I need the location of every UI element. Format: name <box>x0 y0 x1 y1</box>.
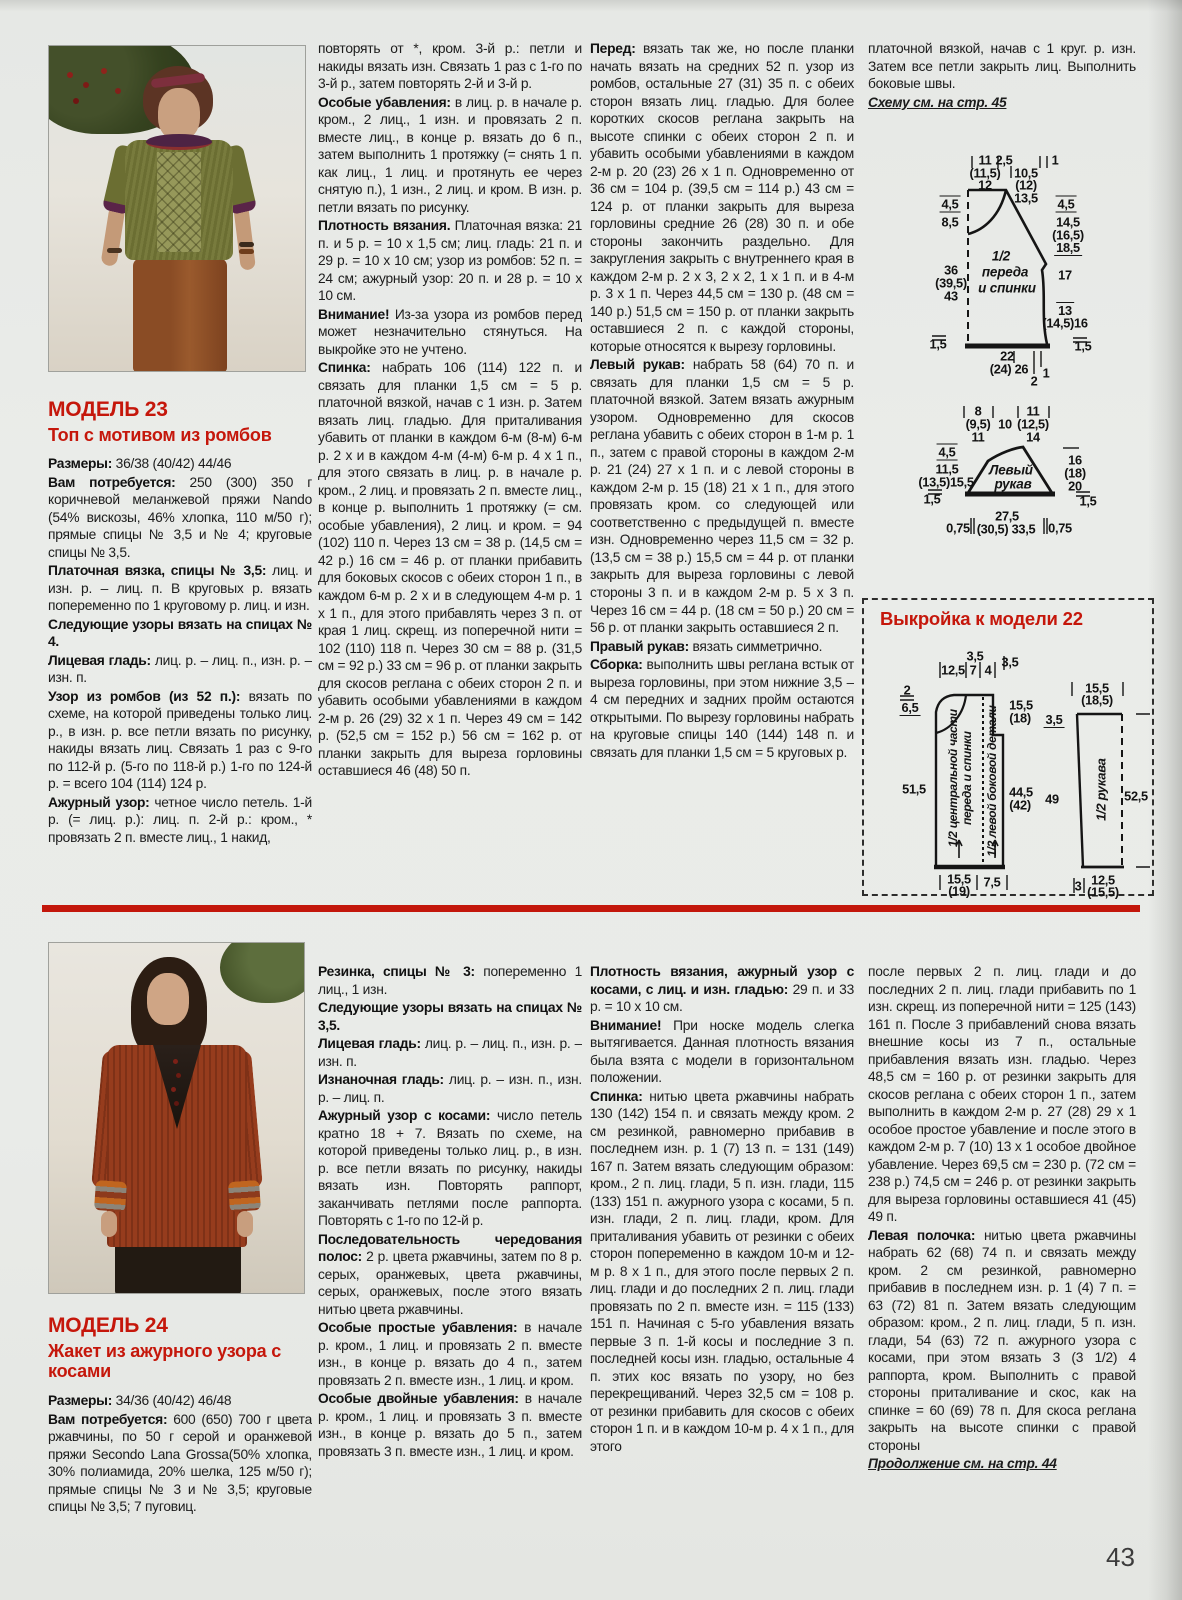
model-face <box>147 973 189 1025</box>
model23-title: МОДЕЛЬ 23 <box>48 398 168 421</box>
measure: 18,5 <box>1056 240 1080 255</box>
measure: 4,5 <box>1057 196 1075 212</box>
model23-column-2 <box>318 40 582 898</box>
measure: 4 <box>984 662 992 678</box>
measure: 49 <box>1045 791 1059 807</box>
measure: 11 <box>971 429 985 445</box>
measure: 1,5 <box>1074 338 1092 354</box>
paragraph: Особые простые убавления: в начале р. кром., 1 лиц. и провязать 2 п. вместе изн., в конце р. вязать до 4 п., затем провязать 2 п. вместе изн., 1 лиц. и кром. <box>318 1320 582 1388</box>
rust-trousers <box>133 258 227 372</box>
measure: 11 <box>978 152 992 168</box>
measure: 14 <box>1026 429 1040 445</box>
measure: (30,5) 33,5 <box>976 521 1036 537</box>
measure: 13,5 <box>1014 190 1038 206</box>
measure: 43 <box>944 288 958 304</box>
paragraph: Спинка: набрать 106 (114) 122 п. и связать для планки 1,5 см = 5 р. платочной вязкой, начав с 1 изн. р. Затем вязать лиц. гладью. Для приталивания убавить от планки в каждом 6-м (8-м) 6-м р. 2 х и в каждом 4-м (4-м) 6-м р. 4 х 1 п., для этого связать в лиц. р. в начале р. кром., 2 лиц. и провязать 2 п. вместе лиц., в конце р. выполнить 1 протяжку (= см. особые убавления), 2 лиц. и кром. = 94 (102) 110 п. Через 13 см = 38 р. (14,5 см = 42 р.) 16 см = 46 р. от планки прибавить для боковых скосов с обеих сторон 1 п., в каждом 6-м р. 2 х и в следующем 4-м р. 1 х 1 п., для этого прибавлять через 3 п. от края 1 лиц. скрещ. из поперечной нити = 102 (110) 118 п. Через 30 см = 88 р. (31,5 см = 92 р.) 33 см = 96 р. от планки закрыть для скосов реглана с обеих сторон 2 п. и убавить особыми убавлениями в каждом 2-м р. 26 (29) 32 х 1 п. Через 49 см = 142 р. (52,5 см = 152 р.) 56 см = 162 р. от планки закрыть для выреза горловины оставшиеся 46 (48) 50 п. <box>318 360 582 779</box>
piece-label-side: 1/2 левой боковой детали <box>984 705 999 857</box>
paragraph: Вам потребуется: 250 (300) 350 г коричневой меланжевой пряжи Nando (54% вискозы, 46% хлопка, 110 м/50 г); прямые спицы № 3,5 и № 4; круговые спицы № 3,5. <box>48 474 312 560</box>
striped-cuff-right <box>228 1180 261 1212</box>
measure: 8 <box>974 403 982 419</box>
measure: 11 <box>1026 403 1040 419</box>
paragraph: Изнаночная гладь: лиц. р. – изн. п., изн. р. – лиц. п. <box>318 1072 582 1105</box>
paragraph: Лицевая гладь: лиц. р. – лиц. п., изн. р. – изн. п. <box>318 1036 582 1069</box>
measure: 15,5 <box>1085 680 1109 696</box>
bracelets <box>239 242 254 247</box>
striped-cuff-left <box>94 1180 127 1212</box>
paragraph: Размеры: 36/38 (40/42) 44/46 <box>48 456 232 471</box>
measure: 36 <box>944 262 958 278</box>
piece-label: Левый <box>989 462 1033 478</box>
measure: 0,75 <box>1048 520 1072 536</box>
red-flowers <box>67 72 73 78</box>
measure: 14,5 <box>1056 214 1080 230</box>
measure: 3,5 <box>966 648 984 664</box>
paragraph: Узор из ромбов (из 52 п.): вязать по схеме, на которой приведены только лиц. р., в изн. р. все петли вязать по рисунку, накиды вязать лиц. Связать 1 раз с 9-го по 112-й р. (5-го по 118-й р.) 1-го по 124-й р. = всего 104 (114) 124 р. <box>48 688 312 792</box>
measure: (14,5)16 <box>1042 315 1088 331</box>
paragraph: Размеры: 34/36 (40/42) 46/48 <box>48 1393 232 1408</box>
model-hand-right <box>237 1211 253 1237</box>
page-number: 43 <box>1106 1542 1135 1572</box>
measure: 13 <box>1058 303 1072 318</box>
model23-column-3 <box>590 40 854 898</box>
measure: 51,5 <box>902 781 926 797</box>
measure: 4,5 <box>938 444 956 460</box>
paragraph: Резинка, спицы № 3: попеременно 1 лиц., 1 изн. <box>318 964 582 997</box>
measure: 27,5 <box>995 508 1019 524</box>
model24-column-3 <box>590 963 854 1565</box>
measure: 12,5 <box>941 662 965 678</box>
model23-heading <box>48 398 312 445</box>
paragraph: Следующие узоры вязать на спицах № 3,5. <box>318 1000 582 1033</box>
red-divider <box>42 905 1140 912</box>
measure: 12,5 <box>1091 872 1115 888</box>
measure: 1 <box>1051 152 1059 168</box>
paragraph: Вам потребуется: 600 (650) 700 г цвета ржавчины, по 50 г серой и оранжевой пряжи Secondo Lana Grossa(50% хлопка, 30% полиамида, 20% шелка, 125 м/50 г); прямые спицы № 3 и № 3,5; круговые спицы № 3,5; 7 пуговиц. <box>48 1411 312 1515</box>
measure: (24) 26 <box>989 361 1029 377</box>
measure: 10 <box>998 416 1012 432</box>
measure: 17 <box>1058 267 1072 283</box>
paragraph: Перед: вязать так же, но после планки начать вязать на средних 52 п. узор из ромбов, остальные 27 (31) 35 п. с обеих сторон вязать лиц. гладью. Для более коротких скосов реглана закрыть на высоте спинки с обеих сторон 2 п. и убавить особыми убавлениями в каждом 2-м р. 20 (23) 26 х 1 п. Одновременно от 36 см = 104 р. (39,5 см = 114 р.) 43 см = 124 р. от планки закрыть для выреза горловины средние 26 (28) 30 п. и обе стороны закончить раздельно. Для закругления закрыть с внутреннего края в каждом 2-м р. 2 х 3, 2 х 2, 1 х 1 п. и в 4-м р. 3 х 1 п. Через 44,5 см = 130 р. (48 см = 140 р.) 51,5 см = 150 р. от планки закрыть оставшиеся 2 п. с каждой стороны, которые относятся к вырезу горловины. <box>590 41 854 354</box>
paragraph: повторять от *, кром. 3-й р.: петли и накиды вязать изн. Связать 1 раз с 1-го по 3-й р., затем повторять 2-й и 3-й р. <box>318 41 582 92</box>
piece-label: и спинки <box>978 280 1036 296</box>
measure: 15,5 <box>1009 697 1033 713</box>
page-top-shadow <box>0 0 1182 12</box>
piece-label-central <box>946 688 974 868</box>
dark-skirt <box>115 1243 241 1294</box>
piece-label: 1/2 <box>991 248 1011 264</box>
diamond-motif-panel <box>157 152 201 252</box>
necklace <box>173 1059 178 1064</box>
paragraph: Следующие узоры вязать на спицах № 4. <box>48 616 312 650</box>
paragraph: Правый рукав: вязать симметрично. <box>590 638 823 654</box>
piece-label-line: 1/2 центральной части <box>945 709 960 848</box>
measure: 52,5 <box>1124 788 1148 804</box>
paragraph: Особые двойные убавления: в начале р. кром., 1 лиц. и провязать 3 п. вместе изн., в конце р. вязать до 5 п., затем провязать 3 п. вместе изн., 1 лиц. и кром. <box>318 1391 582 1459</box>
piece-label: рукав <box>994 476 1032 492</box>
piece-label-sleeve: 1/2 рукава <box>1093 758 1109 821</box>
measure: (12) <box>1015 177 1037 193</box>
paragraph: Внимание! При носке модель слегка вытягивается. Данная плотность вязания была взята с модели в горизонтальном положении. <box>590 1017 854 1086</box>
measure: 3,5 <box>1001 654 1019 670</box>
pattern-box-title: Выкройка к модели 22 <box>880 608 1083 629</box>
schematic-front-back <box>868 152 1140 394</box>
paragraph: Плотность вязания. Платочная вязка: 21 п. и 5 р. = 10 х 1,5 см; лиц. гладь: 21 п. и 29 р. = 10 х 10 см; узор из ромбов: 52 п. = 24 см; ажурный узор: 20 п. и 28 р. = 10 х 10 см. <box>318 218 582 304</box>
measure: 8,5 <box>941 214 959 230</box>
measure: 16 <box>1068 452 1082 468</box>
measure: 7 <box>969 662 977 678</box>
model23-column-4 <box>868 40 1136 152</box>
measure: (18) <box>1064 465 1086 481</box>
measure: 22 <box>1000 348 1014 364</box>
page-edge-shadow <box>1148 0 1182 1600</box>
paragraph: Лицевая гладь: лиц. р. – лиц. п., изн. р. – изн. п. <box>48 652 312 686</box>
model24-column-4 <box>868 963 1136 1565</box>
measure: 6,5 <box>901 700 919 715</box>
paragraph: Ажурный узор с косами: число петель кратно 18 + 7. Вязать по схеме, на которой приведены только лиц. р., в изн. р. все петли вязать по рисунку, накиды вязать изн. Повторять раппорт, заканчивать петлями после раппорта. Повторять с 1-го по 12-й р. <box>318 1108 582 1229</box>
measure: 15,5 <box>947 871 971 887</box>
measure: 3 <box>1074 878 1082 894</box>
model24-heading <box>48 1314 298 1381</box>
paragraph: Левый рукав: набрать 58 (64) 70 п. и связать для планки 1,5 см = 5 р. платочной вязкой. Затем вязать ажурным узором. Одновременно для скосов реглана убавить с обеих сторон в 1-м р. 1 п., затем с правой стороны в каждом 2-м р. 21 (24) 27 х 1 п. и с левой стороны в каждом 2-м р. 15 (18) 21 х 1 п., для этого провязать кром. со следующей или соответственно с предыдущей п. вместе изн. Одновременно через 11,5 см = 32 р. (13,5 см = 38 р.) 15,5 см = 44 р. от планки закрыть для выреза горловины с левой стороны 3 п. и в каждом 2-м р. 5 х 3 п. Через 16 см = 44 р. (18 см = 50 р.) 20 см = 56 р. от планки закрыть оставшиеся 2 п. <box>590 357 854 636</box>
paragraph: Левая полочка: нитью цвета ржавчины набрать 62 (68) 74 п. и связать между кром. 2 см резинкой, равномерно прибавив в последнем изн. р. 1 (4) 7 п. = 63 (72) 81 п. Затем вязать следующим образом: кром., 2 п. лиц. глади, 5 п. изн. глади, 54 (63) 72 п. ажурного узора с косами, при этом вязать 3 (3 1/2) 4 раппорта, кром. Выполнить с правой стороны приталивание и скос, как на спинке = 60 (69) 78 п. Для скоса реглана закрыть на высоте спинки с правой стороны <box>868 1227 1136 1453</box>
pattern-box-model22 <box>862 598 1154 900</box>
model23-photo <box>48 45 306 372</box>
measure: (11,5) <box>969 165 1001 181</box>
measure: (39,5) <box>935 275 967 291</box>
measure: 4,5 <box>941 196 959 212</box>
paragraph: Особые убавления: в лиц. р. в начале р. кром., 2 лиц., 1 изн. и провязать 2 п. вместе лиц., в конце р. вязать до 6 п., затем выполнить 1 протяжку (= снять 1 п. как лиц., 1 лиц. и протянуть ее через снятую п.), 1 изн., 2 лиц. и кром. В изн. р. петли вязать по рисунку. <box>318 94 582 215</box>
model24-column-2 <box>318 963 582 1565</box>
model23-subtitle: Топ с мотивом из ромбов <box>48 425 272 446</box>
measure: (16,5) <box>1052 227 1084 243</box>
paragraph: Плотность вязания, ажурный узор с косами, с лиц. и изн. гладью: 29 п. и 33 р. = 10 х 10 см. <box>590 964 854 1015</box>
measure: 11,5 <box>935 461 959 477</box>
measure: 12 <box>978 177 992 193</box>
paragraph: Спинка: нитью цвета ржавчины набрать 130 (142) 154 п. и связать между кром. 2 см резинкой, равномерно прибавив в последнем изн. р. 1 (7) 13 п. = 131 (149) 167 п. Затем вязать следующим образом: кром., 2 п. лиц. глади, 5 п. изн. глади, 115 (133) 151 п. ажурного узора с косами, 5 п. изн. глади, 2 п. лиц. глади, кром. Для приталивания убавить от резинки с обеих сторон попеременно в каждом 10-м и 12-м р. 8 х 1 п., для этого после первых 2 п. лиц. глади и до последних 2 п. лиц. глади провязать по 2 п. вместе изн. = 115 (133) 151 п. Начиная с 5-го убавления вязать первые 3 п. 1-й косы и последние 3 п. последней косы изн. гладью, остальные 4 п. этих кос вязать по узору, но без перекрещиваний. Через 32,5 см = 108 р. от резинки прибавить для скосов с обеих сторон 1 п. и в каждом 10-м р. 4 х 1 п., для этого <box>590 1088 854 1454</box>
measure: (13,5)15,5 <box>918 474 974 490</box>
piece-label-line: переда и спинки <box>960 731 974 826</box>
measure: 1,5 <box>923 491 941 507</box>
measure: 3,5 <box>1045 712 1063 727</box>
piece-label: переда <box>981 264 1029 280</box>
measure: (9,5) <box>965 416 991 432</box>
measure: 2 <box>1030 373 1038 389</box>
model24-title: МОДЕЛЬ 24 <box>48 1314 168 1337</box>
measure: 10,5 <box>1014 165 1038 181</box>
measure: (19) <box>948 883 970 899</box>
neckline-band <box>146 134 212 150</box>
measure: (18) <box>1009 710 1031 726</box>
paragraph: Сборка: выполнить швы реглана встык от выреза горловины, при этом нижние 3,5 – 4 см передних и задних пройм остаются открытыми. По вырезу горловины набрать на круговые спицы 140 (144) 148 п. и связать для планки 1,5 см = 5 круговых р. <box>590 657 854 760</box>
paragraph: Ажурный узор: четное число петель. 1-й р. (= лиц. р.): лиц. п. 2-й р.: кром., * провязать 2 п. вместе лиц., 1 накид, <box>48 794 312 845</box>
model23-column-1 <box>48 455 312 898</box>
measure: 44,5 <box>1009 784 1033 800</box>
measure: 20 <box>1068 478 1082 494</box>
paragraph: Схему см. на стр. 45 <box>868 94 1007 110</box>
model-face <box>158 88 200 140</box>
model24-subtitle: Жакет из ажурного узора с косами <box>48 1341 282 1382</box>
measure: (18,5) <box>1081 692 1113 708</box>
measure: 2,5 <box>995 152 1013 168</box>
paragraph: Внимание! Из-за узора из ромбов перед может незначительно стянуться. На выкройке это не учтено. <box>318 306 582 357</box>
measure: 0,75 <box>946 520 970 536</box>
measure: (15,5) <box>1087 884 1119 900</box>
measure: 1,5 <box>929 336 947 352</box>
paragraph: Платочная вязка, спицы № 3,5: лиц. и изн. р. – лиц. п. В круговых р. вязать попеременно по 1 круговому р. лиц. и изн. <box>48 563 312 614</box>
paragraph: после первых 2 п. лиц. глади и до последних 2 п. лиц. глади прибавить по 1 изн. скрещ. из поперечной нити = 125 (143) 161 п. После 3 прибавлений снова вязать внешние косы из 7 п., остальные прибавления вязать изн. гладью. Через 48,5 см = 160 р. от резинки закрыть для скосов реглана с обеих сторон 1 п., затем выполнить в каждом 2-м р. 27 (28) 29 х 1 особое простое убавление и после этого в каждом 2-м р. 7 (10) 13 х 1 особое двойное убавление. Через 69,5 см = 230 р. (72 см = 238 р.) 74,5 см = 246 р. от резинки закрыть для выреза горловины оставшиеся 41 (45) 49 п. <box>868 964 1136 1225</box>
schematic-left-sleeve <box>868 400 1140 560</box>
paragraph: Последовательность чередования полос: 2 р. цвета ржавчины, затем по 8 р. серых, оранжевых, цвета ржавчины, серых, оранжевых, после этого вязать нитью цвета ржавчины. <box>318 1231 582 1317</box>
measure: 7,5 <box>983 874 1001 890</box>
model24-photo <box>48 942 305 1294</box>
measure: (12,5) <box>1017 416 1049 432</box>
model24-column-1 <box>48 1392 312 1564</box>
model-hand-left <box>101 1211 117 1237</box>
paragraph: Продолжение см. на стр. 44 <box>868 1456 1057 1472</box>
paragraph: платочной вязкой, начав с 1 круг. р. изн. Затем все петли закрыть лиц. Выполнить боковые швы. <box>868 41 1136 92</box>
measure: 1 <box>1042 365 1050 381</box>
measure: 1,5 <box>1079 493 1097 509</box>
measure: (42) <box>1009 797 1031 813</box>
measure: 2 <box>903 682 911 698</box>
